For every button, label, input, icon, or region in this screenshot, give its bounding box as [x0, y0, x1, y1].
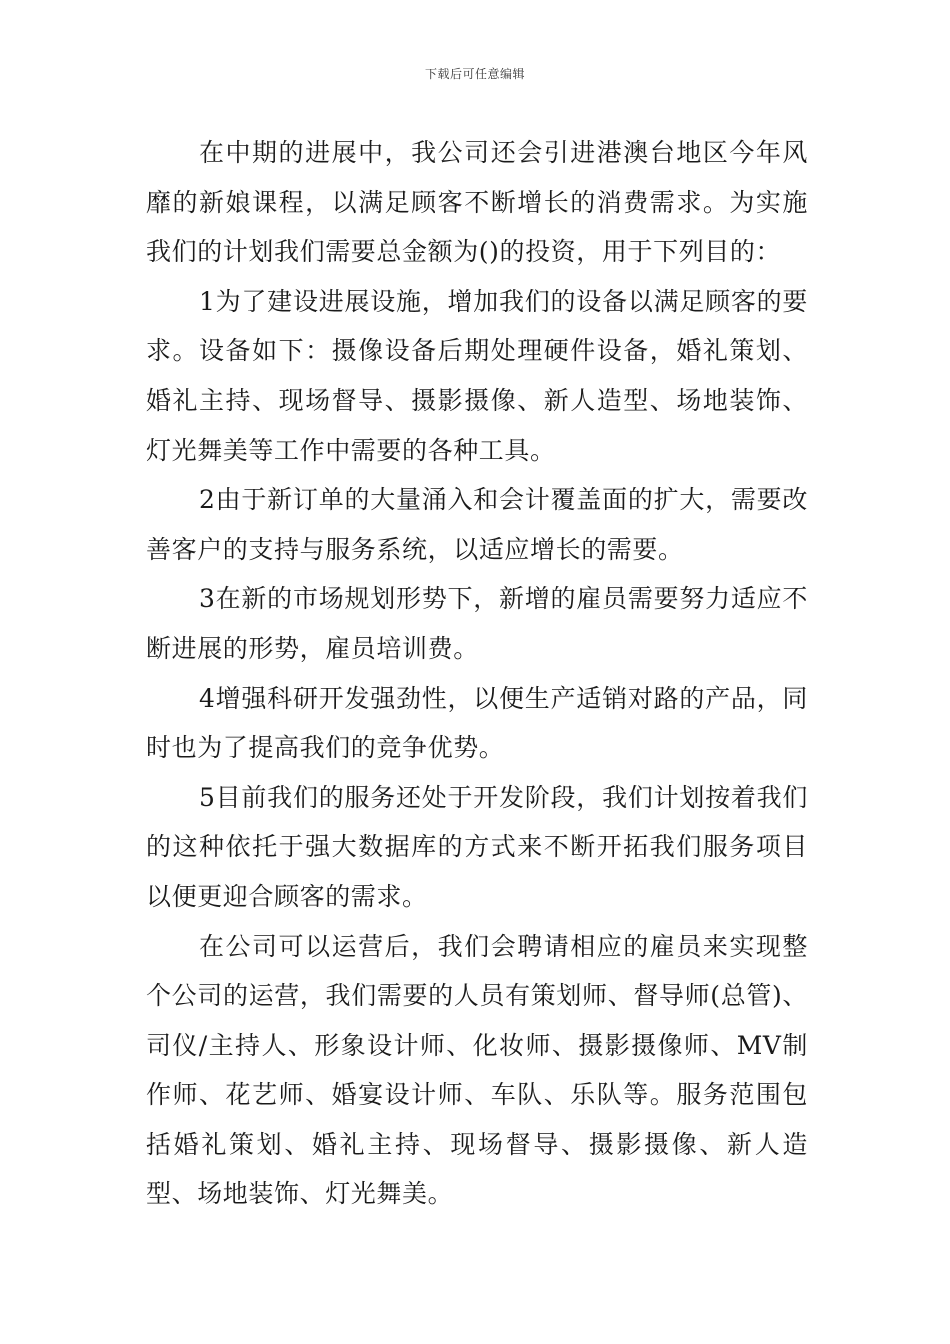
paragraph-item-3: 3在新的市场规划形势下，新增的雇员需要努力适应不断进展的形势，雇员培训费。	[146, 584, 808, 663]
paragraph-item-4: 4增强科研开发强劲性，以便生产适销对路的产品，同时也为了提高我们的竞争优势。	[146, 683, 808, 763]
page-header-note: 下载后可任意编辑	[424, 67, 525, 81]
paragraph-item-2: 2由于新订单的大量涌入和会计覆盖面的扩大，需要改善客户的支持与服务系统，以适应增长的需要。	[146, 485, 808, 564]
paragraph-staffing: 在公司可以运营后，我们会聘请相应的雇员来实现整个公司的运营，我们需要的人员有策划师、督导师(总管)、司仪/主持人、形象设计师、化妆师、摄影摄像师、MV制作师、花艺师、婚宴设计师、车队、乐队等。服务范围包括婚礼策划、婚礼主持、现场督导、摄影摄像、新人造型、场地装饰、灯光舞美。	[146, 931, 808, 1209]
paragraph-intro: 在中期的进展中，我公司还会引进港澳台地区今年风靡的新娘课程，以满足顾客不断增长的消费需求。为实施我们的计划我们需要总金额为()的投资，用于下列目的：	[146, 138, 808, 267]
paragraph-item-1: 1为了建设进展设施，增加我们的设备以满足顾客的要求。设备如下：摄像设备后期处理硬件设备，婚礼策划、婚礼主持、现场督导、摄影摄像、新人造型、场地装饰、灯光舞美等工作中需要的各种工具。	[146, 286, 808, 465]
paragraph-item-5: 5目前我们的服务还处于开发阶段，我们计划按着我们的这种依托于强大数据库的方式来不断开拓我们服务项目以便更迎合顾客的需求。	[146, 782, 808, 911]
document-body	[146, 128, 808, 1219]
